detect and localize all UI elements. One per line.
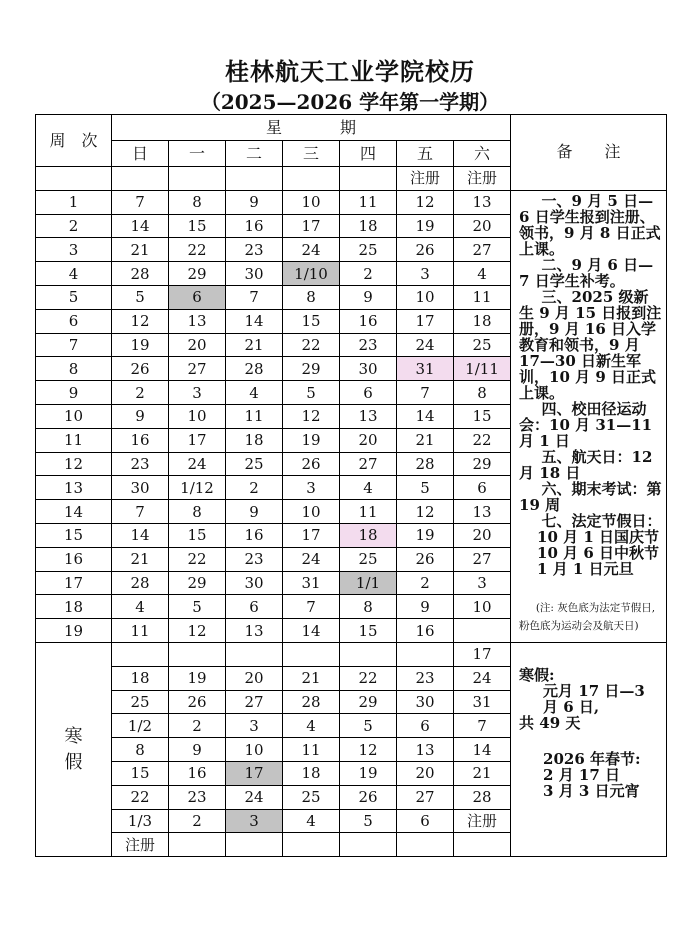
date-cell: 7 [454,714,511,738]
date-cell: 27 [454,547,511,571]
event-date-cell: 18 [340,523,397,547]
date-cell: 4 [226,381,283,405]
note-line: 五、航天日：12 月 18 日 [519,447,653,482]
week-row [36,190,667,214]
week-number-cell: 4 [36,262,112,286]
date-cell: 23 [226,238,283,262]
date-cell: 16 [397,619,454,643]
winter-note-range: 元月 17 日—3 月 6 日, [543,681,645,716]
spring-festival-label: 2026 年春节: [543,749,641,768]
event-date-cell: 31 [397,357,454,381]
date-cell [454,619,511,643]
date-cell: 27 [169,357,226,381]
date-cell: 9 [226,500,283,524]
note-line: 六、期末考试：第 19 周 [519,479,662,514]
date-cell: 30 [112,476,169,500]
date-cell: 6 [340,381,397,405]
date-cell: 14 [397,404,454,428]
winter-note-total: 共 49 天 [519,713,581,732]
date-cell: 18 [454,309,511,333]
date-cell: 24 [454,666,511,690]
date-cell: 5 [340,714,397,738]
note-line: 1 月 1 日元旦 [537,559,634,578]
holiday-date-cell: 6 [169,285,226,309]
date-cell: 26 [169,690,226,714]
week-number-cell: 9 [36,381,112,405]
date-cell: 31 [283,571,340,595]
winter-note-label: 寒假: [519,665,555,684]
weekday-header: 一 [169,141,226,167]
holiday-date-cell: 3 [226,809,283,833]
weekday-header: 五 [397,141,454,167]
date-cell: 26 [283,452,340,476]
date-cell: 注册 [112,833,169,857]
week-number-header: 周 次 [36,115,112,167]
date-cell: 9 [112,404,169,428]
date-cell: 23 [397,666,454,690]
register-cell: 注册 [397,167,454,191]
date-cell [340,642,397,666]
spring-festival-date: 2 月 17 日 [543,765,621,784]
date-cell: 7 [226,285,283,309]
date-cell [169,642,226,666]
date-cell: 30 [397,690,454,714]
date-cell: 14 [112,523,169,547]
date-cell: 12 [340,738,397,762]
date-cell: 8 [112,738,169,762]
date-cell: 28 [112,262,169,286]
date-cell: 25 [340,238,397,262]
weekday-group-header [112,115,511,141]
date-cell: 18 [112,666,169,690]
date-cell: 12 [169,619,226,643]
date-cell: 20 [340,428,397,452]
date-cell: 29 [169,571,226,595]
week-number-cell: 12 [36,452,112,476]
date-cell: 11 [112,619,169,643]
date-cell: 1/12 [169,476,226,500]
date-cell: 10 [454,595,511,619]
date-cell: 10 [169,404,226,428]
date-cell: 3 [226,714,283,738]
date-cell: 8 [454,381,511,405]
date-cell: 28 [454,785,511,809]
register-cell [169,167,226,191]
school-calendar-table [35,114,667,857]
date-cell: 15 [283,309,340,333]
date-cell: 27 [397,785,454,809]
date-cell: 21 [226,333,283,357]
date-cell: 4 [283,714,340,738]
date-cell: 29 [169,262,226,286]
date-cell: 23 [112,452,169,476]
date-cell: 12 [397,500,454,524]
date-cell [397,833,454,857]
page-title: 桂林航天工业学院校历 [225,57,475,86]
week-number-cell: 16 [36,547,112,571]
date-cell: 3 [283,476,340,500]
date-cell: 29 [340,690,397,714]
date-cell: 20 [169,333,226,357]
date-cell [283,833,340,857]
date-cell: 21 [112,547,169,571]
date-cell: 4 [454,262,511,286]
date-cell: 26 [340,785,397,809]
date-cell: 20 [454,214,511,238]
week-number-cell: 17 [36,571,112,595]
date-cell: 2 [169,714,226,738]
date-cell: 29 [283,357,340,381]
note-line: 七、法定节假日： [541,511,662,530]
date-cell: 11 [340,500,397,524]
date-cell: 5 [397,476,454,500]
date-cell: 31 [454,690,511,714]
note-line: 二、9 月 6 日—7 日学生补考。 [519,255,654,290]
date-cell: 14 [112,214,169,238]
week-number-cell: 15 [36,523,112,547]
week-number-cell: 10 [36,404,112,428]
page-subtitle: （2025—2026 学年第一学期） [200,90,500,114]
date-cell: 19 [169,666,226,690]
date-cell: 21 [283,666,340,690]
winter-label-char: 假 [64,751,83,773]
date-cell: 28 [283,690,340,714]
date-cell: 4 [112,595,169,619]
date-cell: 10 [397,285,454,309]
date-cell: 8 [169,500,226,524]
date-cell: 24 [169,452,226,476]
date-cell: 5 [283,381,340,405]
date-cell: 7 [112,500,169,524]
date-cell [397,642,454,666]
date-cell: 8 [169,190,226,214]
date-cell: 27 [454,238,511,262]
date-cell: 13 [454,190,511,214]
date-cell: 22 [169,238,226,262]
date-cell: 19 [397,214,454,238]
date-cell [226,642,283,666]
date-cell: 14 [283,619,340,643]
date-cell: 18 [226,428,283,452]
date-cell: 5 [340,809,397,833]
date-cell: 3 [454,571,511,595]
date-cell: 19 [112,333,169,357]
weekday-header: 四 [340,141,397,167]
date-cell: 19 [283,428,340,452]
date-cell: 9 [340,285,397,309]
date-cell: 29 [454,452,511,476]
date-cell [283,642,340,666]
date-cell: 28 [397,452,454,476]
date-cell: 3 [169,381,226,405]
date-cell: 19 [397,523,454,547]
date-cell: 28 [226,357,283,381]
date-cell: 30 [340,357,397,381]
date-cell: 22 [112,785,169,809]
date-cell: 12 [283,404,340,428]
week-number-cell: 7 [36,333,112,357]
date-cell: 9 [397,595,454,619]
date-cell: 7 [397,381,454,405]
date-cell: 26 [397,547,454,571]
week-number-cell: 1 [36,190,112,214]
date-cell: 17 [397,309,454,333]
date-cell [340,833,397,857]
holiday-date-cell: 1/1 [340,571,397,595]
date-cell: 13 [454,500,511,524]
date-cell: 11 [283,738,340,762]
notes-footnote: 粉色底为运动会及航天日) [519,619,639,632]
notes-header: 备 注 [511,115,667,191]
week-number-cell: 6 [36,309,112,333]
date-cell: 13 [397,738,454,762]
date-cell: 25 [283,785,340,809]
week-number-cell: 19 [36,619,112,643]
event-date-cell: 1/11 [454,357,511,381]
date-cell: 4 [283,809,340,833]
date-cell: 8 [283,285,340,309]
date-cell: 12 [112,309,169,333]
weekday-header: 三 [283,141,340,167]
date-cell: 4 [340,476,397,500]
date-cell: 6 [397,714,454,738]
register-cell [112,167,169,191]
date-cell: 3 [397,262,454,286]
date-cell [112,642,169,666]
date-cell: 6 [226,595,283,619]
date-cell: 20 [454,523,511,547]
weekday-header: 二 [226,141,283,167]
date-cell: 24 [283,238,340,262]
date-cell: 24 [283,547,340,571]
note-line: 10 月 6 日中秋节 [537,543,660,562]
date-cell: 21 [112,238,169,262]
date-cell: 23 [340,333,397,357]
date-cell: 25 [454,333,511,357]
date-cell: 28 [112,571,169,595]
date-cell: 26 [397,238,454,262]
date-cell: 9 [226,190,283,214]
date-cell: 1/3 [112,809,169,833]
date-cell: 15 [454,404,511,428]
date-cell: 20 [397,761,454,785]
date-cell: 6 [454,476,511,500]
date-cell: 2 [112,381,169,405]
register-cell [283,167,340,191]
note-line: 四、校田径运动会：10 月 31—11 月 1 日 [519,399,653,450]
note-line: 一、9 月 5 日—6 日学生报到注册、领书，9 月 8 日正式上课。 [519,191,661,258]
date-cell: 30 [226,262,283,286]
date-cell: 15 [169,523,226,547]
week-number-cell: 3 [36,238,112,262]
date-cell: 1/2 [112,714,169,738]
date-cell: 9 [169,738,226,762]
weekday-group-char: 期 [340,117,357,137]
date-cell: 15 [169,214,226,238]
date-cell: 15 [112,761,169,785]
register-cell [226,167,283,191]
date-cell: 2 [397,571,454,595]
week-number-cell: 2 [36,214,112,238]
date-cell: 10 [283,500,340,524]
date-cell: 15 [340,619,397,643]
date-cell: 12 [397,190,454,214]
register-cell [340,167,397,191]
date-cell: 16 [226,523,283,547]
date-cell: 13 [340,404,397,428]
date-cell: 13 [169,309,226,333]
date-cell: 13 [226,619,283,643]
date-cell: 18 [283,761,340,785]
winter-row [36,642,667,666]
week-number-cell: 5 [36,285,112,309]
date-cell: 22 [340,666,397,690]
date-cell: 14 [454,738,511,762]
week-number-cell [36,167,112,191]
date-cell: 11 [454,285,511,309]
date-cell [226,833,283,857]
date-cell: 25 [112,690,169,714]
notes-panel [511,190,667,642]
date-cell: 19 [340,761,397,785]
date-cell: 6 [397,809,454,833]
date-cell: 17 [454,642,511,666]
weekday-header: 日 [112,141,169,167]
date-cell: 21 [397,428,454,452]
date-cell: 16 [226,214,283,238]
weekday-group-char: 星 [266,117,283,137]
date-cell: 14 [226,309,283,333]
note-line: 10 月 1 日国庆节 [537,527,660,546]
week-number-cell: 14 [36,500,112,524]
date-cell: 24 [397,333,454,357]
week-number-cell: 8 [36,357,112,381]
date-cell: 18 [340,214,397,238]
register-cell: 注册 [454,167,511,191]
date-cell: 2 [340,262,397,286]
date-cell: 23 [226,547,283,571]
date-cell: 11 [226,404,283,428]
date-cell: 7 [283,595,340,619]
date-cell: 17 [169,428,226,452]
date-cell: 2 [169,809,226,833]
date-cell [169,833,226,857]
winter-label-char: 寒 [64,725,83,747]
date-cell: 16 [340,309,397,333]
week-number-cell: 11 [36,428,112,452]
date-cell: 5 [169,595,226,619]
date-cell: 30 [226,571,283,595]
date-cell: 24 [226,785,283,809]
date-cell: 22 [283,333,340,357]
date-cell: 22 [169,547,226,571]
winter-break-label [36,642,112,856]
date-cell: 注册 [454,809,511,833]
weekday-header: 六 [454,141,511,167]
date-cell: 10 [283,190,340,214]
note-line: 三、2025 级新生 9 月 15 日报到注册，9 月 16 日入学教育和领书，9 月 17—30 日新生军训，10 月 9 日正式上课。 [519,287,662,402]
date-cell: 17 [283,523,340,547]
week-number-cell: 18 [36,595,112,619]
date-cell: 17 [283,214,340,238]
date-cell: 22 [454,428,511,452]
holiday-date-cell: 17 [226,761,283,785]
notes-footnote: (注: 灰色底为法定节假日, [535,601,656,614]
lantern-festival-date: 3 月 3 日元宵 [543,781,640,800]
date-cell: 20 [226,666,283,690]
date-cell: 5 [112,285,169,309]
date-cell: 11 [340,190,397,214]
holiday-date-cell: 1/10 [283,262,340,286]
week-number-cell: 13 [36,476,112,500]
date-cell: 21 [454,761,511,785]
date-cell: 26 [112,357,169,381]
date-cell: 16 [112,428,169,452]
date-cell: 10 [226,738,283,762]
date-cell [454,833,511,857]
date-cell: 25 [226,452,283,476]
date-cell: 8 [340,595,397,619]
date-cell: 25 [340,547,397,571]
date-cell: 16 [169,761,226,785]
date-cell: 27 [340,452,397,476]
date-cell: 27 [226,690,283,714]
date-cell: 2 [226,476,283,500]
winter-notes-panel [511,642,667,856]
date-cell: 23 [169,785,226,809]
date-cell: 7 [112,190,169,214]
